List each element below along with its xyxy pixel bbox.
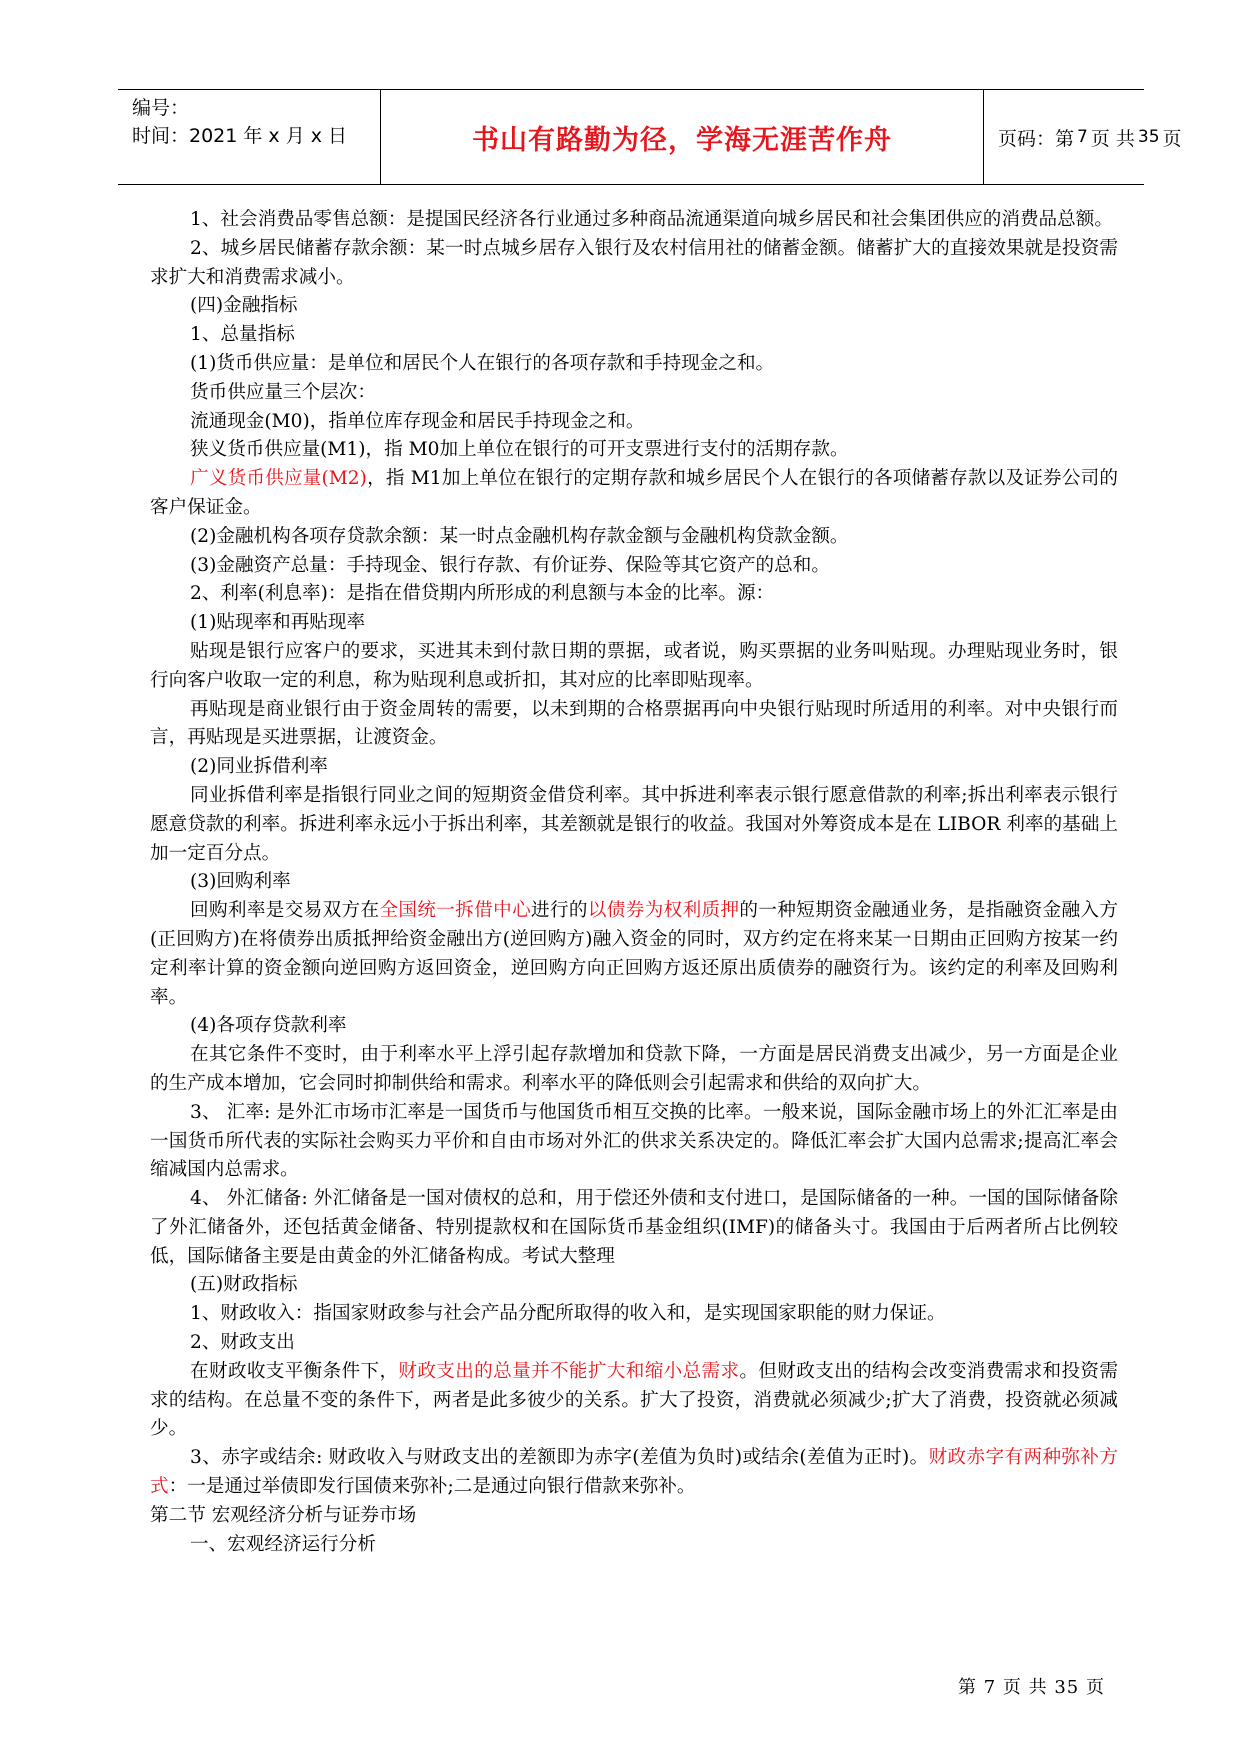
paragraph: 在其它条件不变时，由于利率水平上浮引起存款增加和贷款下降，一方面是居民消费支出减少，另一方面是企业的生产成本增加，它会同时抑制供给和需求。利率水平的降低则会引起需求和供给的双向扩大。 [150, 1044, 1118, 1094]
time-label: 时间：2021 年 x 月 x 日 [132, 125, 348, 147]
paragraph: 2、城乡居民储蓄存款余额：某一时点城乡居存入银行及农村信用社的储蓄金额。储蓄扩大的直接效果就是投资需求扩大和消费需求减小。 [150, 237, 1118, 288]
paragraph-text: 的一种短期资金融通业务，是指融资金融入方(正回购方)在将债券出质抵押给资金融出方(逆回购方)融入资金的同时，双方约定在将来某一日期由正回购方按某一约定利率计算的资金额向逆回购方返回资金，逆回购方向正回购方返还原出质债券的融资行为。该约定的利率及回购利率。 [150, 900, 1118, 1008]
paragraph: 1、社会消费品零售总额：是提国民经济各行业通过多种商品流通渠道向城乡居民和社会集团供应的消费品总额。 [190, 209, 1113, 230]
paragraph-text: 回购利率是交易双方在 [190, 900, 380, 922]
highlighted-text: 广义货币供应量(M2) [190, 468, 367, 490]
page-mid: 页 共 [1090, 127, 1135, 150]
paragraph: 再贴现是商业银行由于资金周转的需要，以未到期的合格票据再向中央银行贴现时所适用的利率。对中央银行而言，再贴现是买进票据，让渡资金。 [150, 698, 1118, 749]
section-heading: 一、宏观经济运行分析 [190, 1533, 376, 1555]
highlighted-text: 财政支出的总量并不能扩大和缩小总需求 [398, 1360, 740, 1382]
header-meta [132, 94, 362, 150]
paragraph: 4、 外汇储备: 外汇储备是一国对债权的总和，用于偿还外债和支付进口，是国际储备的一种。一国的国际储备除了外汇储备外，还包括黄金储备、特别提款权和在国际货币基金组织(IMF)的储备头寸。我国由于后两者所占比例较低，国际储备主要是由黄金的外汇储备构成。考试大整理 [150, 1188, 1118, 1267]
section-heading: (四)金融指标 [190, 295, 298, 317]
page-header [118, 89, 1182, 185]
subsection-heading: (2)同业拆借利率 [190, 756, 328, 778]
paragraph-text: 进行的 [531, 900, 588, 922]
paragraph-text: ，指 M1加上单位在银行的定期存款和城乡居民个人在银行的各项储蓄存款以及证券公司的客户保证金。 [150, 468, 1118, 518]
subsection-heading: (3)回购利率 [190, 871, 291, 893]
highlighted-text: 全国统一拆借中心 [379, 900, 532, 922]
paragraph: 同业拆借利率是指银行同业之间的短期资金借贷利率。其中拆进利率表示银行愿意借款的利率;拆出利率表示银行愿意贷款的利率。拆进利率永远小于拆出利率，其差额就是银行的收益。我国对外筹资成本是在 LIBOR 利率的基础上加一定百分点。 [150, 784, 1118, 864]
page-prefix: 页码：第 [998, 127, 1075, 150]
paragraph-text: ：一是通过举债即发行国债来弥补;二是通过向银行借款来弥补。 [168, 1476, 696, 1498]
paragraph-text: 3、赤字或结余: 财政收入与财政支出的差额即为赤字(差值为负时)或结余(差值为正时)。 [190, 1447, 929, 1469]
paragraph: 3、 汇率: 是外汇市场市汇率是一国货币与他国货币相互交换的比率。一般来说，国际金融市场上的外汇汇率是由一国货币所代表的实际社会购买力平价和自由市场对外汇的供求关系决定的。降低汇率会扩大国内总需求;提高汇率会缩减国内总需求。 [150, 1101, 1118, 1181]
paragraph: 流通现金(M0)，指单位库存现金和居民手持现金之和。 [190, 410, 645, 432]
paragraph [150, 1358, 1118, 1444]
highlighted-text: 财政赤字有两种弥补方式 [150, 1447, 1118, 1498]
paragraph-text: 在财政收支平衡条件下， [190, 1360, 399, 1382]
page-footer: 第 7 页 共 35 页 [958, 1677, 1105, 1698]
paragraph: 2、利率(利息率)：是指在借贷期内所形成的利息额与本金的比率。源： [190, 583, 775, 605]
highlighted-text: 以债券为权利质押 [587, 900, 740, 922]
paragraph-text: 。但财政支出的结构会改变消费需求和投资需求的结构。在总量不变的条件下，两者是此多彼少的关系。扩大了投资，消费就必须减少;扩大了消费，投资就必须减少。 [150, 1360, 1118, 1440]
paragraph: 贴现是银行应客户的要求，买进其未到付款日期的票据，或者说，购买票据的业务叫贴现。办理贴现业务时，银行向客户收取一定的利息，称为贴现利息或折扣，其对应的比率即贴现率。 [150, 640, 1118, 691]
paragraph: 货币供应量三个层次： [190, 381, 376, 403]
subsection-heading: (4)各项存贷款利率 [190, 1015, 347, 1037]
subsection-heading: 1、总量指标 [190, 324, 295, 346]
paragraph [150, 897, 1118, 1012]
serial-number-label: 编号： [132, 97, 190, 119]
document-body [150, 206, 1118, 1559]
page-current: 7 [1077, 127, 1088, 147]
subsection-heading: 2、财政支出 [190, 1332, 295, 1354]
paragraph: (3)金融资产总量：手持现金、银行存款、有价证券、保险等其它资产的总和。 [190, 554, 830, 576]
page-suffix: 页 [1162, 127, 1182, 150]
paragraph: (2)金融机构各项存贷款余额：某一时点金融机构存款金额与金融机构贷款金额。 [190, 525, 849, 547]
chapter-heading: 第二节 宏观经济分析与证券市场 [150, 1504, 417, 1526]
subsection-heading: (1)贴现率和再贴现率 [190, 612, 366, 634]
paragraph [150, 465, 1118, 523]
page-total: 35 [1137, 127, 1160, 147]
header-motto: 书山有路勤为径，学海无涯苦作舟 [380, 90, 984, 184]
header-page-number [998, 90, 1182, 184]
paragraph [150, 1444, 1118, 1502]
section-heading: (五)财政指标 [190, 1274, 298, 1296]
paragraph: (1)货币供应量：是单位和居民个人在银行的各项存款和手持现金之和。 [190, 352, 775, 374]
paragraph: 狭义货币供应量(M1)，指 M0加上单位在银行的可开支票进行支付的活期存款。 [190, 439, 849, 461]
paragraph: 1、财政收入：指国家财政参与社会产品分配所取得的收入和，是实现国家职能的财力保证。 [190, 1303, 946, 1325]
